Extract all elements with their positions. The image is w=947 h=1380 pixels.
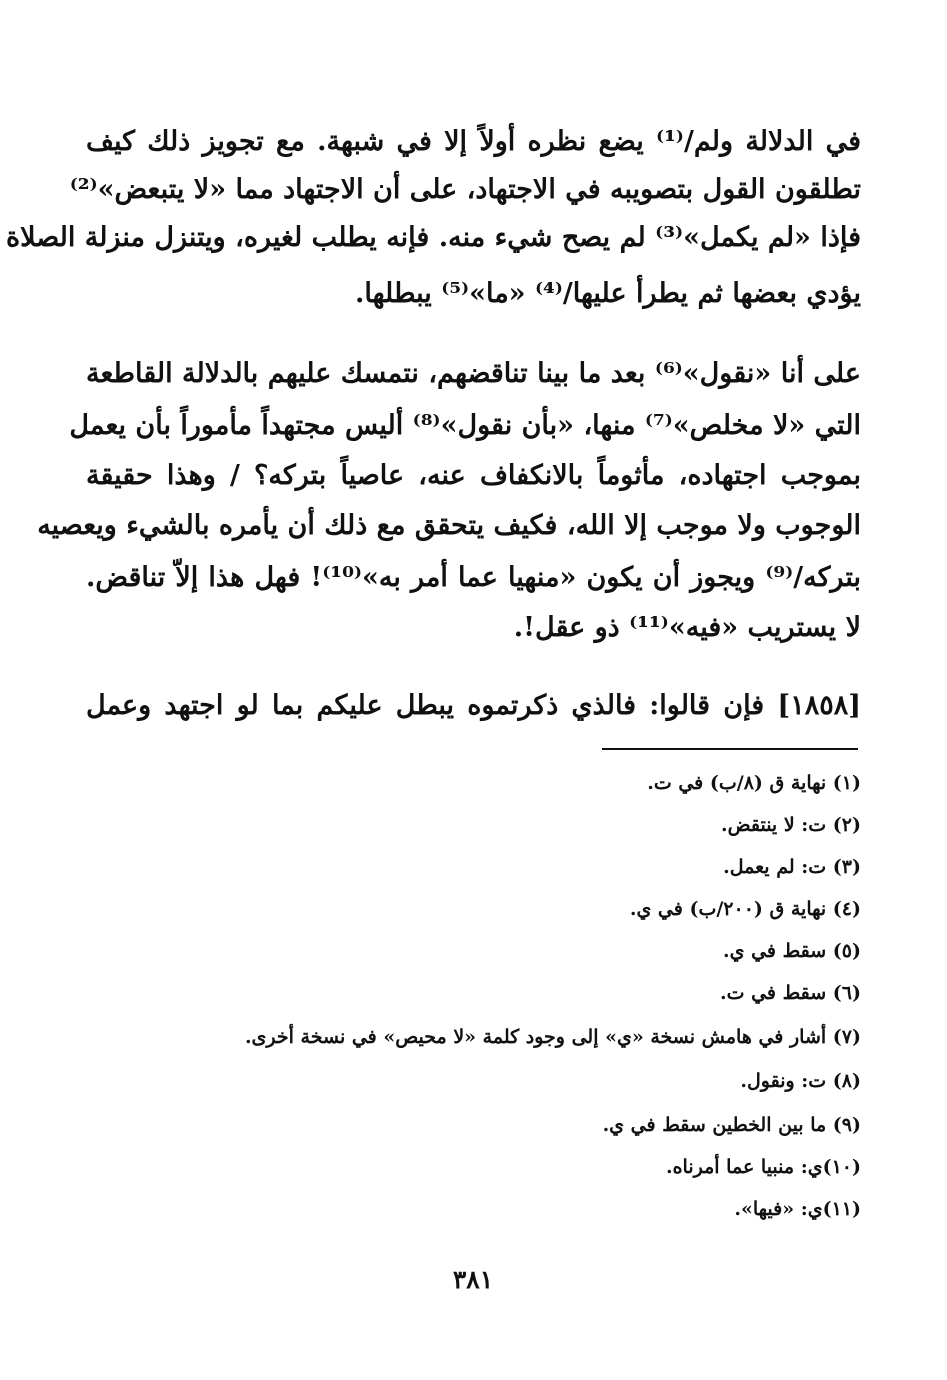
- body-line: لا يستريب «فيه»⁽¹¹⁾ ذو عقل!.: [513, 612, 861, 643]
- body-line: التي «لا مخلص»⁽⁷⁾ منها، «بأن نقول»⁽⁸⁾ أليس مجتهداً مأموراً بأن يعمل: [69, 410, 861, 441]
- body-line: على أنا «نقول»⁽⁶⁾ بعد ما بينا تناقضهم، نتمسك عليهم بالدلالة القاطعة: [86, 358, 861, 389]
- footnote: (١) نهاية ق (٨/ب) في ت.: [647, 772, 861, 794]
- footnote: (١٠)ي: منبيا عما أمرناه.: [665, 1156, 861, 1178]
- body-line: الوجوب ولا موجب إلا الله، فكيف يتحقق مع ذلك أن يأمره بالشيء ويعصيه: [37, 510, 861, 541]
- footnote: (٤) نهاية ق (٢٠٠/ب) في ي.: [629, 898, 861, 920]
- body-line: [١٨٥٨] فإن قالوا: فالذي ذكرتموه يبطل عليكم بما لو اجتهد وعمل: [86, 690, 861, 721]
- body-line: بموجب اجتهاده، مأثوماً بالانكفاف عنه، عاصياً بتركه؟ / وهذا حقيقة: [86, 460, 861, 491]
- body-line: يؤدي بعضها ثم يطرأ عليها/⁽⁴⁾ «ما»⁽⁵⁾ يبطلها.: [354, 278, 861, 309]
- footnote: (٣) ت: لم يعمل.: [723, 856, 861, 878]
- body-line: فإذا «لم يكمل»⁽³⁾ لم يصح شيء منه. فإنه يطلب لغيره، ويتنزل منزلة الصلاة: [5, 222, 861, 253]
- footnote: (٧) أشار في هامش نسخة «ي» إلى وجود كلمة «لا محيص» في نسخة أخرى.: [244, 1026, 861, 1048]
- footnote: (١١)ي: «فيها».: [734, 1198, 861, 1220]
- body-line: بتركه/⁽⁹⁾ ويجوز أن يكون «منهيا عما أمر به»⁽¹⁰⁾! فهل هذا إلاّ تناقض.: [86, 562, 861, 593]
- body-line: تطلقون القول بتصويبه في الاجتهاد، على أن الاجتهاد مما «لا يتبعض»⁽²⁾: [69, 174, 861, 205]
- footnote: (٢) ت: لا ينتقض.: [720, 814, 861, 836]
- body-line: في الدلالة ولم/⁽¹⁾ يضع نظره أولاً إلا في شبهة. مع تجويز ذلك كيف: [86, 126, 861, 157]
- footnote: (٨) ت: ونقول.: [740, 1070, 861, 1092]
- footnote: (٦) سقط في ت.: [719, 982, 861, 1004]
- footnote: (٩) ما بين الخطين سقط في ي.: [602, 1114, 861, 1136]
- footnote-divider: [602, 748, 858, 750]
- page-number: ٣٨١: [452, 1265, 494, 1294]
- footnote: (٥) سقط في ي.: [722, 940, 861, 962]
